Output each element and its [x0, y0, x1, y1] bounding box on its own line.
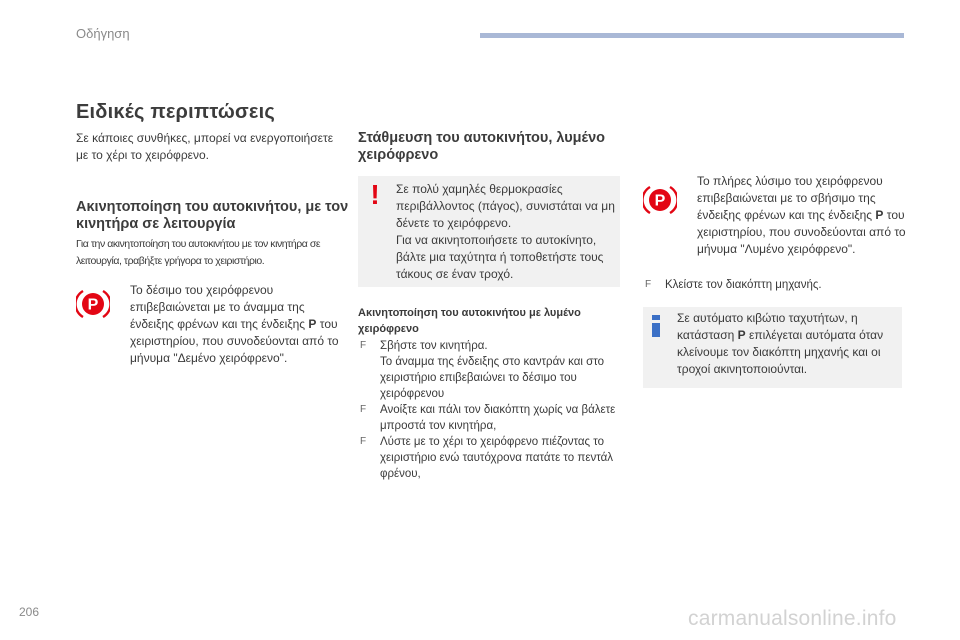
steps-list — [358, 338, 630, 482]
info-text: Σε αυτόματο κιβώτιο ταχυτήτων, η κατάσταση P επιλέγεται αυτόματα όταν κλείνουμε τον διακόπτη μηχανής και οι τροχοί ακινητοποιούνται. — [677, 311, 884, 376]
header-bar — [480, 33, 904, 38]
intro-text: Σε κάποιες συνθήκες, μπορεί να ενεργοποιήσετε με το χέρι το χειρόφρενο. — [76, 131, 334, 162]
warning-box — [358, 176, 620, 287]
svg-text:P: P — [87, 296, 99, 314]
list-item: F Ανοίξτε και πάλι τον διακόπτη χωρίς να βάλετε μπροστά τον κινητήρα, — [360, 404, 616, 432]
svg-text:P: P — [654, 192, 666, 210]
brake-applied-text: Το δέσιμο του χειρόφρενου επιβεβαιώνεται με το άναμμα της ένδειξης φρένων και της ένδειξης P του χειριστηρίου, που συνοδεύονται από το μήνυμα "Δεμένο χειρόφρενο". — [130, 283, 339, 365]
warning-exclamation-icon: ! — [370, 179, 380, 210]
list-item: F Σβήστε τον κινητήρα. — [360, 340, 488, 352]
parking-brake-icon — [76, 287, 110, 321]
parking-brake-icon — [643, 183, 677, 217]
info-icon — [652, 315, 660, 337]
page-number: 206 — [19, 605, 40, 619]
list-item: Το άναμμα της ένδειξης στο καντράν και στο χειριστήριο επιβεβαιώνει το δέσιμο του χειρόφρενου — [380, 356, 605, 400]
warning-text: Σε πολύ χαμηλές θερμοκρασίες περιβάλλοντος (πάγος), συνιστάται να μη δένετε το χειρόφρενο. Για να ακινητοποιήσετε το αυτοκίνητο, βάλτε μια ταχύτητα ή τοποθετήστε τους τάκους σε έναν τροχό. — [396, 182, 615, 281]
condensed-paragraph: Για την ακινητοποίηση του αυτοκινήτου με τον κινητήρα σε λειτουργία, τραβήξτε γρήγορα το χειριστήριο. — [76, 238, 321, 267]
info-box — [643, 307, 902, 388]
page-title: Ειδικές περιπτώσεις — [76, 101, 275, 123]
brake-released-text: Το πλήρες λύσιμο του χειρόφρενου επιβεβαιώνεται με το σβήσιμο της ένδειξης φρένων και της ένδειξης P του χειριστηρίου, που συνοδεύονται από το μήνυμα "Λυμένο χειρόφρενο". — [697, 174, 906, 256]
section-heading-engine-running: Ακινητοποίηση του αυτοκινήτου, με τον κινητήρα σε λειτουργία — [76, 199, 349, 232]
watermark: carmanualsonline.info — [688, 607, 897, 630]
list-item: F Λύστε με το χέρι το χειρόφρενο πιέζοντας το χειριστήριο ενώ ταυτόχρονα πατάτε το πεντάλ φρένου, — [360, 436, 613, 480]
section-label: Οδήγηση — [76, 26, 130, 41]
subheading-parking-released: Ακινητοποίηση του αυτοκινήτου με λυμένο χειρόφρενο — [358, 307, 581, 335]
section-heading-parking-released: Στάθμευση του αυτοκινήτου, λυμένο χειρόφρενο — [358, 130, 606, 163]
list-item: F Κλείστε τον διακόπτη μηχανής. — [645, 279, 822, 291]
